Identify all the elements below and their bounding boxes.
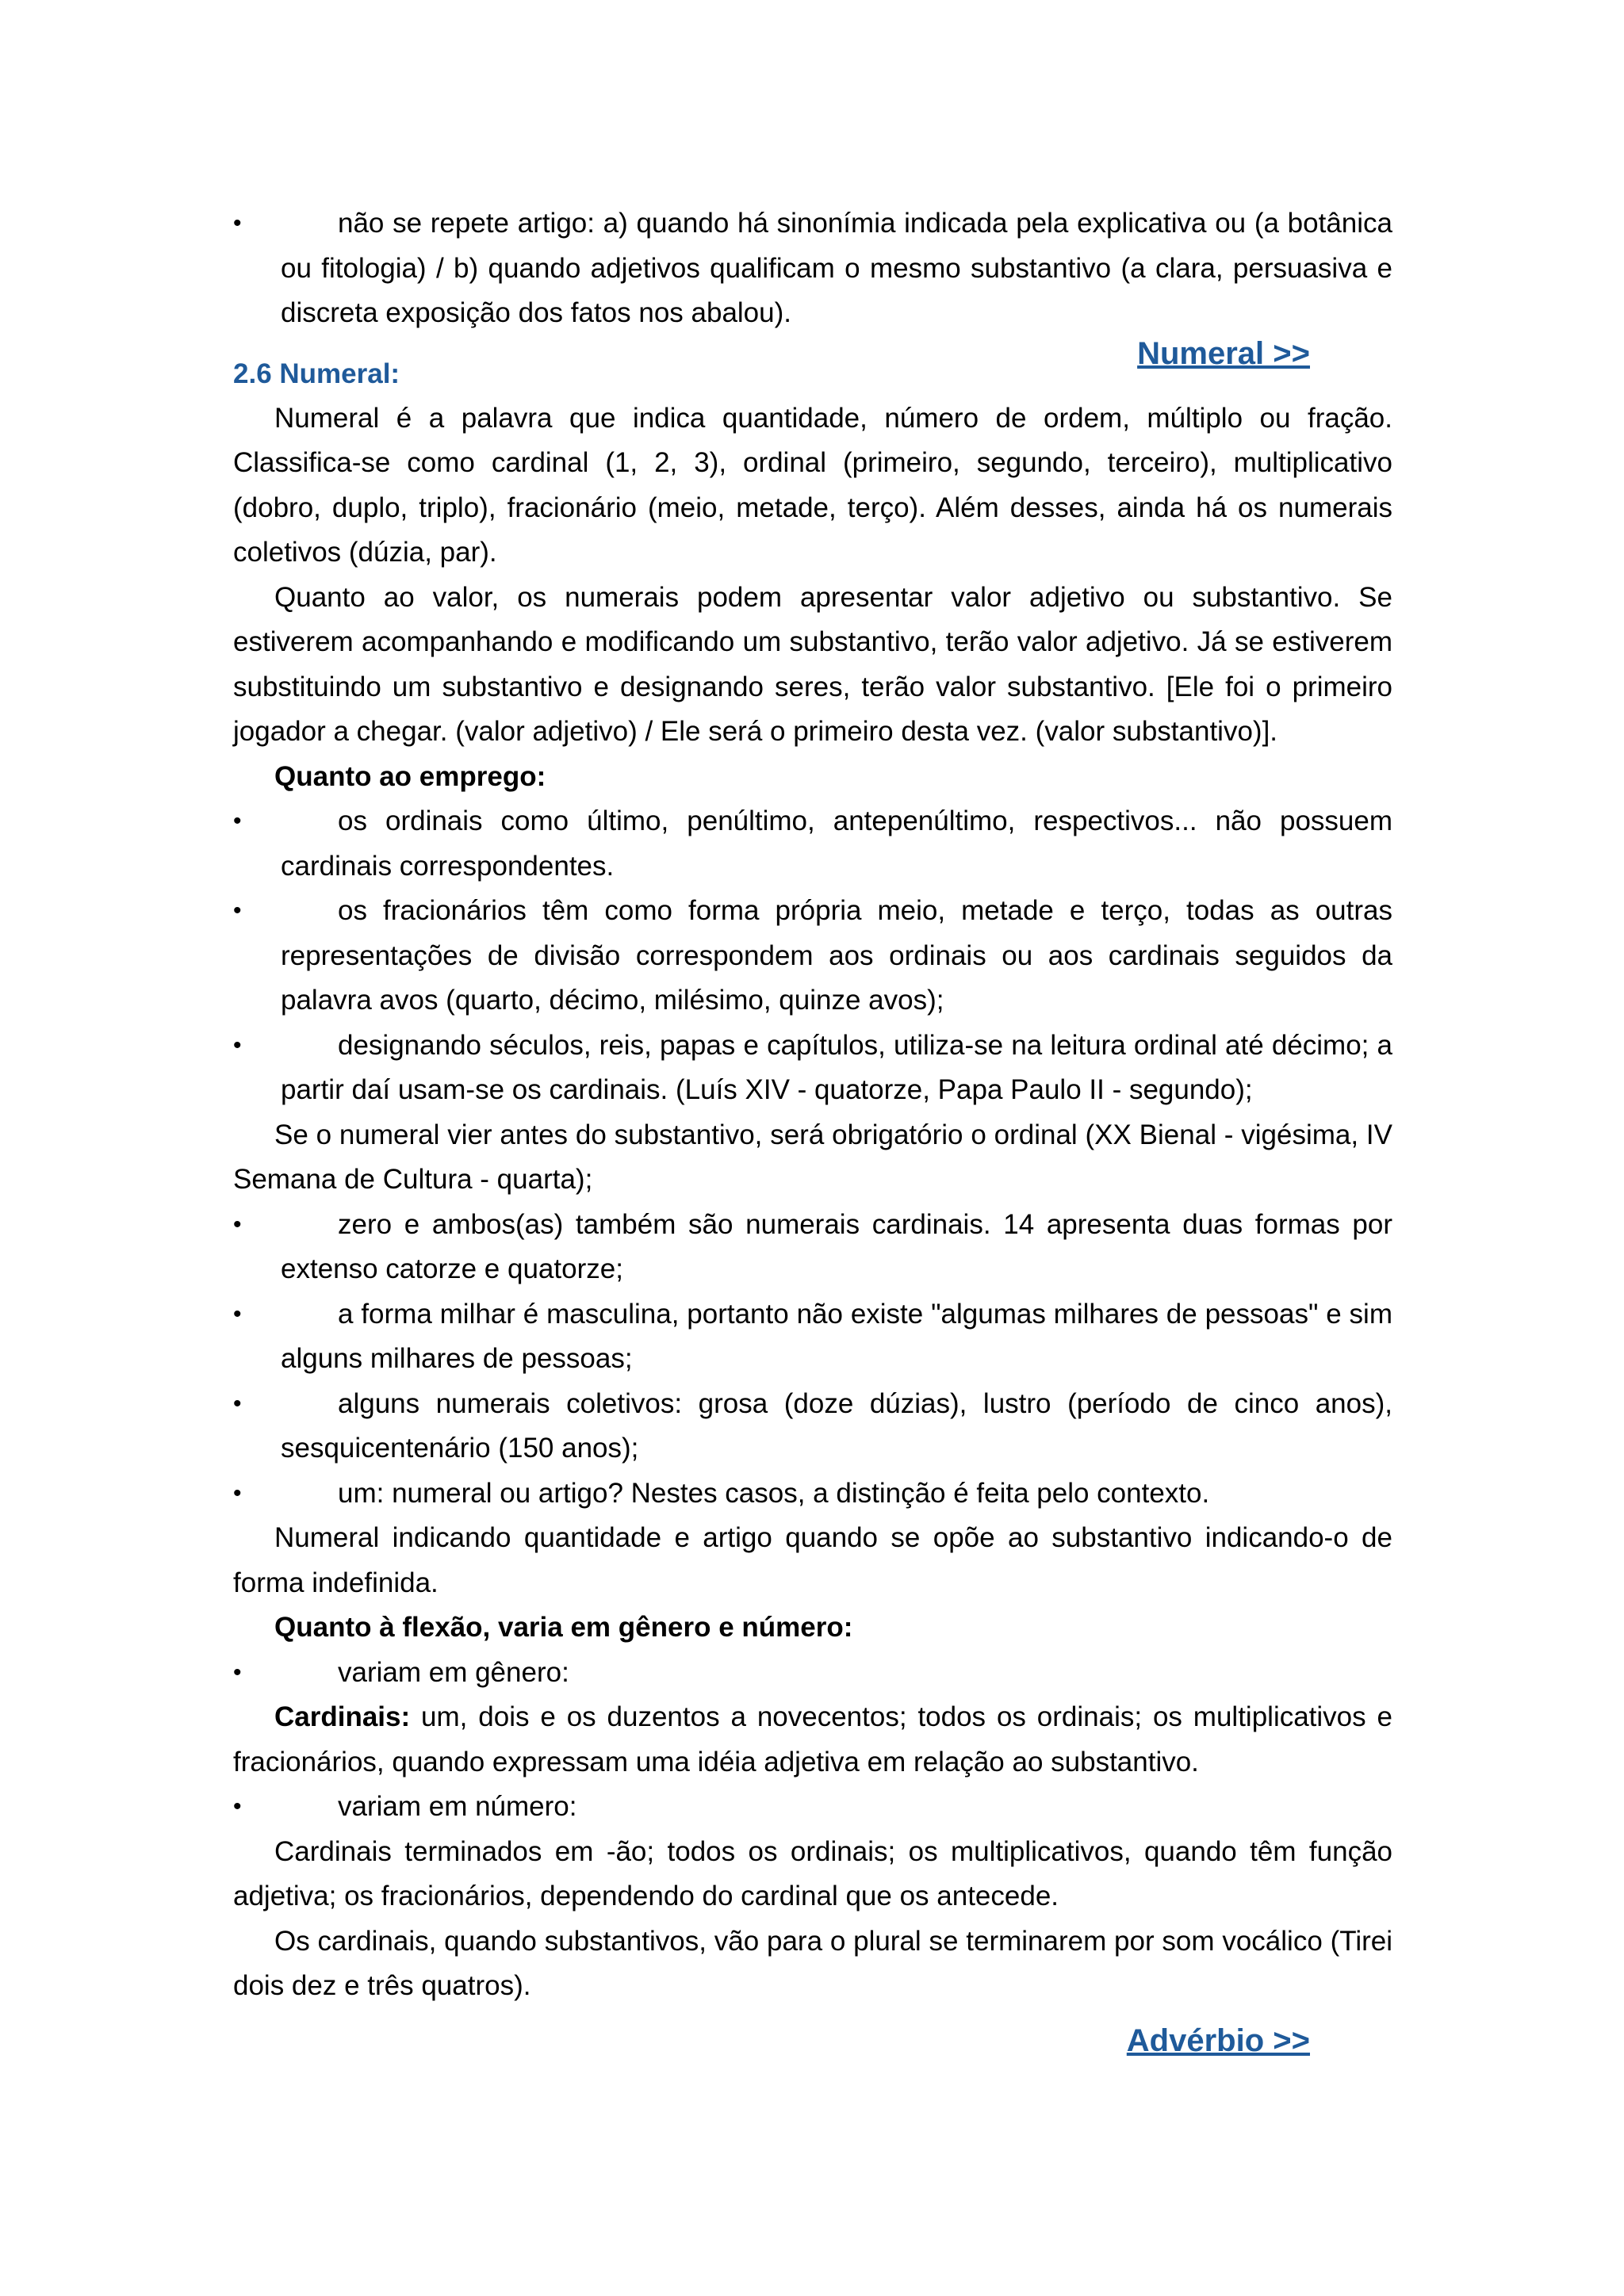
list-item: • zero e ambos(as) também são numerais cardinais. 14 apresenta duas formas por extenso catorze e quatorze; xyxy=(233,1203,1392,1292)
list-item: • alguns numerais coletivos: grosa (doze dúzias), lustro (período de cinco anos), sesquicentenário (150 anos); xyxy=(233,1382,1392,1471)
list-item: • designando séculos, reis, papas e capítulos, utiliza-se na leitura ordinal até décimo; a partir daí usam-se os cardinais. (Luís XIV - quatorze, Papa Paulo II - segundo); xyxy=(233,1024,1392,1113)
bullet-icon: • xyxy=(233,1211,242,1238)
list-item: • um: numeral ou artigo? Nestes casos, a distinção é feita pelo contexto. xyxy=(233,1471,1392,1517)
paragraph-definition: Numeral é a palavra que indica quantidade, número de ordem, múltiplo ou fração. Classifica-se como cardinal (1, 2, 3), ordinal (primeiro, segundo, terceiro), multiplicativo (dobro, duplo, triplo), fracionário (meio, metade, terço). Além desses, ainda há os numerais coletivos (dúzia, par). xyxy=(233,402,1392,568)
paragraph-cardinais-numero: Cardinais terminados em -ão; todos os ordinais; os multiplicativos, quando têm função adjetiva; os fracionários, dependendo do cardinal que os antecede. xyxy=(233,1835,1392,1911)
paragraph-cardinais-genero xyxy=(233,1695,1392,1785)
paragraph-numeral-artigo: Numeral indicando quantidade e artigo quando se opõe ao substantivo indicando-o de forma indefinida. xyxy=(233,1522,1392,1598)
emprego-heading: Quanto ao emprego: xyxy=(274,760,546,792)
more-bullet-list xyxy=(233,1203,1392,1517)
bullet-icon: • xyxy=(233,1793,242,1820)
bullet-icon: • xyxy=(233,1479,242,1506)
bullet-icon: • xyxy=(233,1390,242,1417)
numero-bullet-list xyxy=(233,1785,1392,1830)
adverbio-link[interactable]: Advérbio >> xyxy=(1126,2022,1310,2058)
bullet-icon: • xyxy=(233,1659,242,1686)
bullet-icon: • xyxy=(233,210,242,236)
bullet-icon: • xyxy=(233,897,242,924)
list-item: • variam em gênero: xyxy=(233,1651,1392,1696)
cardinais-label: Cardinais: xyxy=(274,1701,411,1732)
bullet-icon: • xyxy=(233,1031,242,1058)
list-item: • não se repete artigo: a) quando há sinonímia indicada pela explicativa ou (a botânica ou fitologia) / b) quando adjetivos qualificam o mesmo substantivo (a clara, persuasiva e discreta exposição dos fatos nos abalou). xyxy=(233,201,1392,336)
section-heading: 2.6 Numeral: xyxy=(233,358,400,389)
list-item: • a forma milhar é masculina, portanto não existe "algumas milhares de pessoas" e sim alguns milhares de pessoas; xyxy=(233,1292,1392,1382)
numeral-link[interactable]: Numeral >> xyxy=(1137,335,1310,371)
document-body xyxy=(233,201,1392,2063)
top-bullet-list xyxy=(233,201,1392,336)
genero-bullet-list xyxy=(233,1651,1392,1696)
flexao-heading: Quanto à flexão, varia em gênero e número: xyxy=(274,1612,853,1643)
paragraph-ordinal-rule: Se o numeral vier antes do substantivo, será obrigatório o ordinal (XX Bienal - vigésima, IV Semana de Cultura - quarta); xyxy=(233,1119,1392,1195)
emprego-bullet-list xyxy=(233,799,1392,1113)
list-item: • variam em número: xyxy=(233,1785,1392,1830)
paragraph-plural: Os cardinais, quando substantivos, vão para o plural se terminarem por som vocálico (Tirei dois dez e três quatros). xyxy=(233,1925,1392,2001)
list-item: • os ordinais como último, penúltimo, antepenúltimo, respectivos... não possuem cardinais correspondentes. xyxy=(233,799,1392,889)
paragraph-valor: Quanto ao valor, os numerais podem apresentar valor adjetivo ou substantivo. Se estiverem acompanhando e modificando um substantivo, terão valor adjetivo. Já se estiverem substituindo um substantivo e designando seres, terão valor substantivo. [Ele foi o primeiro jogador a chegar. (valor adjetivo) / Ele será o primeiro desta vez. (valor substantivo)]. xyxy=(233,581,1392,747)
bullet-icon: • xyxy=(233,1300,242,1327)
list-item: • os fracionários têm como forma própria meio, metade e terço, todas as outras representações de divisão correspondem aos ordinais ou aos cardinais seguidos da palavra avos (quarto, décimo, milésimo, quinze avos); xyxy=(233,889,1392,1024)
bullet-icon: • xyxy=(233,808,242,834)
cardinais-text: um, dois e os duzentos a novecentos; todos os ordinais; os multiplicativos e fracionários, quando expressam uma idéia adjetiva em relação ao substantivo. xyxy=(233,1701,1392,1777)
